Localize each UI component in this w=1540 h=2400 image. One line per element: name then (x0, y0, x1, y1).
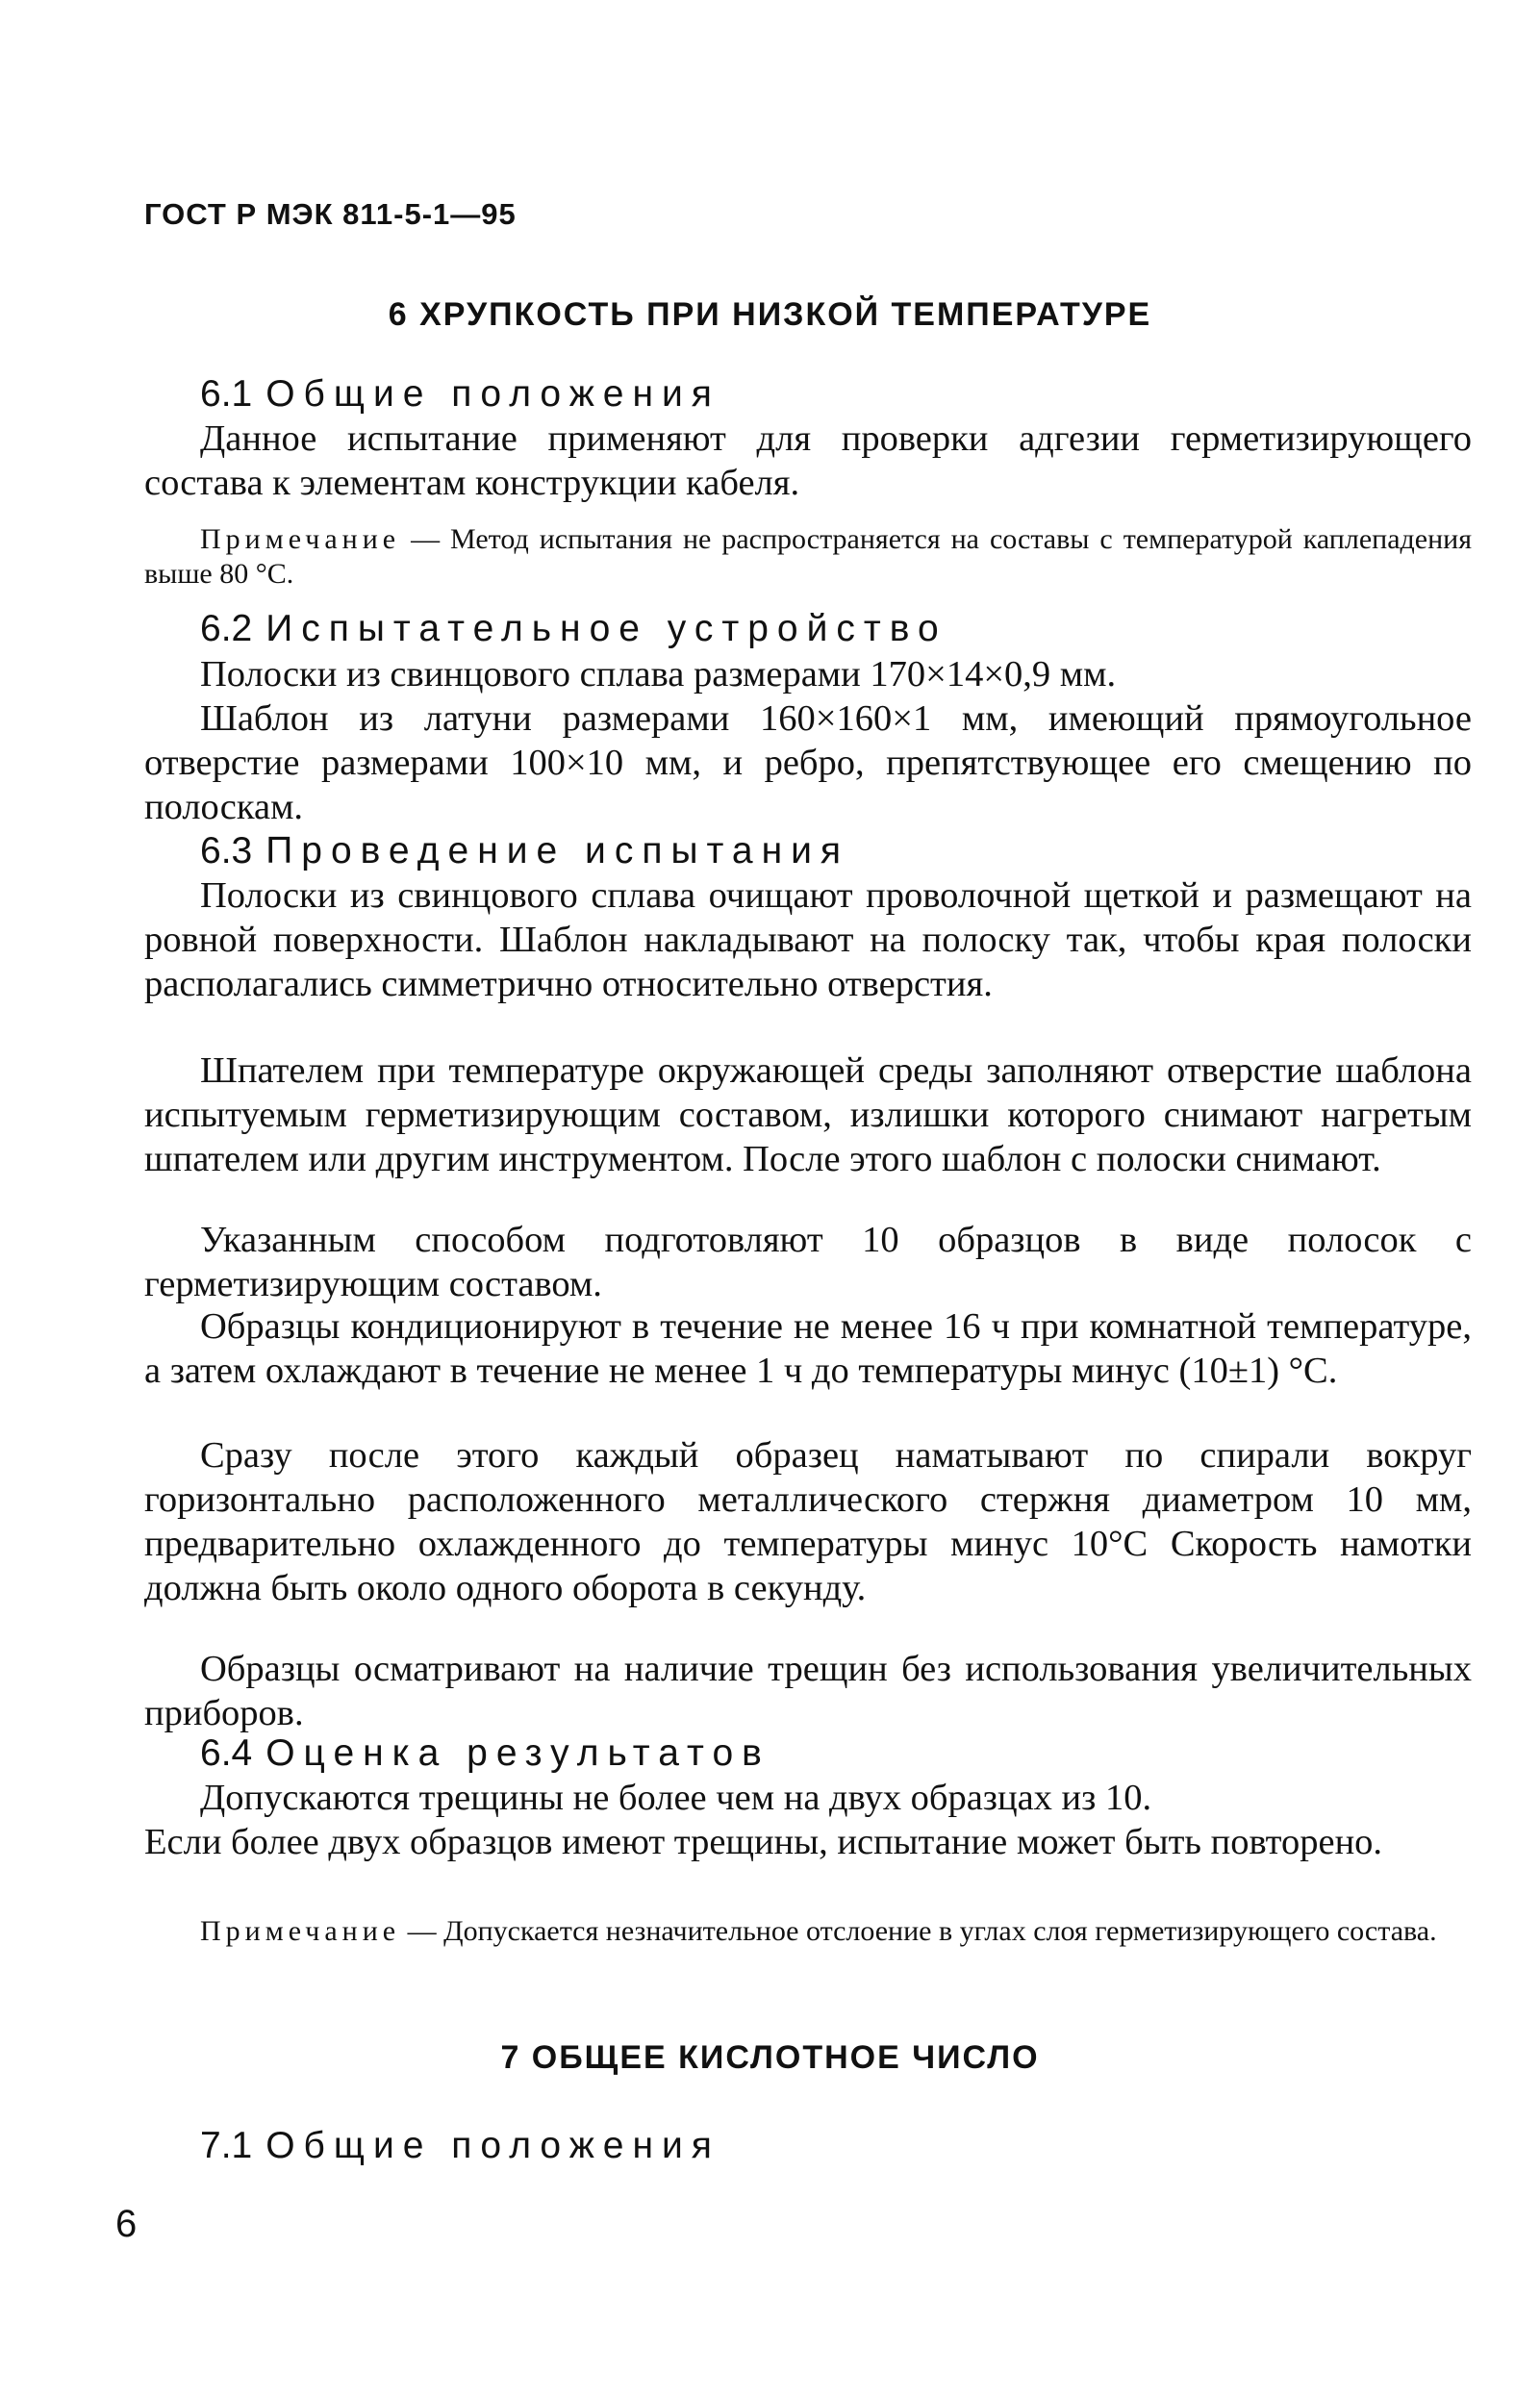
note-6-4 (144, 1914, 1472, 1949)
paragraph-6-2-a: Полоски из свинцового сплава размерами 170×14×0,9 мм. (200, 654, 1117, 695)
subsection-6-1-heading (200, 372, 1470, 417)
paragraph-6-1: Данное испытание применяют для проверки адгезии герметизирующего состава к элементам конструкции кабеля. (144, 418, 1472, 503)
subsection-number: 7.1 (200, 2125, 253, 2166)
note-text: — Допускается незначительное отслоение в углах слоя герметизирующего состава. (400, 1915, 1437, 1947)
paragraph-6-2-b: Шаблон из латуни размерами 160×160×1 мм, имеющий прямоугольное отверстие размерами 100×10 мм, и ребро, препятствующее его смещению по полоскам. (144, 698, 1472, 827)
subsection-number: 6.1 (200, 373, 253, 415)
paragraph-6-3-c: Указанным способом подготовляют 10 образцов в виде полосок с герметизирующим составом. (144, 1220, 1472, 1304)
subsection-7-1-heading (200, 2124, 1470, 2168)
paragraph-6-3-f: Образцы осматривают на наличие трещин без использования увеличительных приборов. (144, 1649, 1472, 1733)
paragraph-6-3-b: Шпателем при температуре окружающей среды заполняют отверстие шаблона испытуемым герметизирующим составом, излишки которого снимают нагретым шпателем или другим инструментом. После этого шаблон с полоски снимают. (144, 1050, 1472, 1179)
section-6-title: 6 ХРУПКОСТЬ ПРИ НИЗКОЙ ТЕМПЕРАТУРЕ (388, 296, 1152, 333)
subsection-6-3-heading (200, 829, 1470, 873)
paragraph-6-3-e: Сразу после этого каждый образец наматывают по спирали вокруг горизонтально расположенного металлического стержня диаметром 10 мм, предварительно охлажденного до температуры минус 10°С Скорость намотки должна быть около одного оборота в секунду. (144, 1435, 1472, 1608)
subsection-title: Общие положения (265, 373, 720, 415)
note-6-1 (144, 522, 1472, 592)
section-7-title: 7 ОБЩЕЕ КИСЛОТНОЕ ЧИСЛО (500, 2039, 1040, 2076)
subsection-title: Оценка результатов (265, 1732, 770, 1774)
paragraph-6-3-d: Образцы кондиционируют в течение не менее 16 ч при комнатной температуре, а затем охлаждают в течение не менее 1 ч до температуры минус (10±1) °С. (144, 1306, 1472, 1391)
subsection-number: 6.2 (200, 608, 253, 649)
note-text: — Метод испытания не распространяется на составы с температурой каплепадения выше 80 °С. (144, 523, 1472, 590)
paragraph-6-4-a: Допускаются трещины не более чем на двух образцах из 10. (200, 1778, 1152, 1818)
subsection-6-2-heading (200, 607, 1470, 651)
subsection-title: Испытательное устройство (265, 608, 947, 649)
paragraph-6-4-b: Если более двух образцов имеют трещины, испытание может быть повторено. (144, 1822, 1383, 1862)
subsection-number: 6.4 (200, 1732, 253, 1774)
subsection-number: 6.3 (200, 830, 253, 872)
document-header: ГОСТ Р МЭК 811-5-1—95 (144, 197, 517, 231)
subsection-6-4-heading (200, 1731, 1470, 1776)
note-label: Примечание (200, 1915, 401, 1947)
subsection-title: Проведение испытания (265, 830, 850, 872)
paragraph-6-3-a: Полоски из свинцового сплава очищают проволочной щеткой и размещают на ровной поверхности. Шаблон накладывают на полоску так, чтобы края полоски располагались симметрично относительно отверстия. (144, 875, 1472, 1004)
note-label: Примечание (200, 523, 401, 555)
page-number: 6 (115, 2203, 138, 2245)
subsection-title: Общие положения (265, 2125, 720, 2166)
